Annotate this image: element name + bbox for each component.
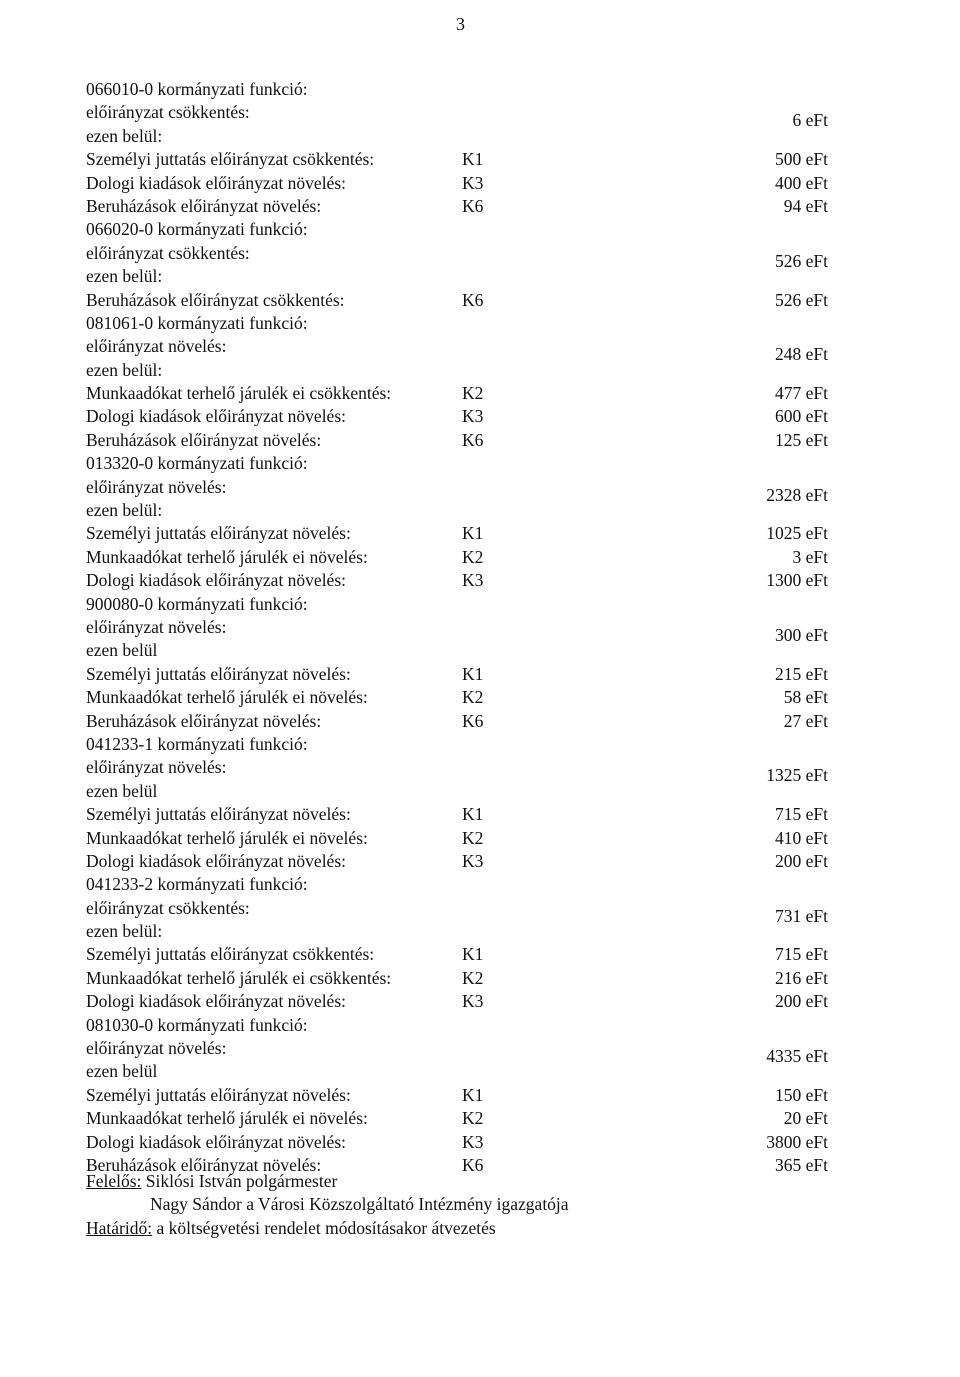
budget-row <box>86 452 828 475</box>
row-amount: 715 eFt <box>775 944 828 965</box>
row-amount: 125 eFt <box>775 429 828 450</box>
budget-row <box>86 686 828 709</box>
budget-row <box>86 242 828 271</box>
row-label: Dologi kiadások előirányzat növelés: <box>86 1131 346 1152</box>
row-code: K1 <box>462 523 484 544</box>
row-label: Személyi juttatás előirányzat növelés: <box>86 523 351 544</box>
row-label: Munkaadókat terhelő járulék ei növelés: <box>86 1108 368 1129</box>
row-code: K2 <box>462 687 484 708</box>
row-amount: 248 eFt <box>775 344 828 365</box>
row-code: K3 <box>462 570 484 591</box>
responsible-line <box>86 1170 786 1193</box>
row-amount: 6 eFt <box>792 110 828 131</box>
row-label: Beruházások előirányzat növelés: <box>86 710 322 731</box>
row-code: K2 <box>462 383 484 404</box>
row-label: Munkaadókat terhelő járulék ei csökkentés: <box>86 967 392 988</box>
budget-row <box>86 429 828 452</box>
row-amount: 2328 eFt <box>766 484 828 505</box>
budget-row <box>86 405 828 428</box>
row-amount: 150 eFt <box>775 1084 828 1105</box>
budget-row <box>86 990 828 1013</box>
budget-row <box>86 476 828 505</box>
row-amount: 94 eFt <box>783 195 828 216</box>
row-amount: 526 eFt <box>775 289 828 310</box>
budget-row <box>86 1060 828 1083</box>
budget-row <box>86 289 828 312</box>
budget-row <box>86 710 828 733</box>
page-number: 3 <box>456 14 465 34</box>
row-label: 066020-0 kormányzati funkció: <box>86 219 308 240</box>
budget-row <box>86 1037 828 1067</box>
budget-row <box>86 873 828 896</box>
budget-row <box>86 967 828 990</box>
row-label: 900080-0 kormányzati funkció: <box>86 593 308 614</box>
deadline-label: Határidő: <box>86 1217 153 1238</box>
row-amount: 500 eFt <box>775 149 828 170</box>
row-code: K3 <box>462 991 484 1012</box>
deadline-line <box>86 1217 786 1240</box>
row-code: K3 <box>462 406 484 427</box>
responsible-name: Siklósi István polgármester <box>141 1171 338 1191</box>
row-amount: 731 eFt <box>775 905 828 926</box>
row-code: K2 <box>462 546 484 567</box>
budget-row <box>86 756 828 786</box>
budget-rows <box>86 78 828 1177</box>
row-code: K6 <box>462 1154 484 1175</box>
row-code: K3 <box>462 1131 484 1152</box>
budget-row <box>86 803 828 826</box>
row-label: Dologi kiadások előirányzat növelés: <box>86 406 346 427</box>
budget-row <box>86 546 828 569</box>
row-amount: 410 eFt <box>775 827 828 848</box>
row-label: Beruházások előirányzat növelés: <box>86 195 322 216</box>
row-code: K2 <box>462 967 484 988</box>
row-code: K1 <box>462 1084 484 1105</box>
row-label: 081061-0 kormányzati funkció: <box>86 312 308 333</box>
responsible-label: Felelős: <box>86 1171 142 1191</box>
budget-row <box>86 148 828 171</box>
row-code: K1 <box>462 944 484 965</box>
row-label: Személyi juttatás előirányzat növelés: <box>86 804 351 825</box>
row-code: K1 <box>462 663 484 684</box>
budget-row <box>86 827 828 850</box>
row-label: Személyi juttatás előirányzat növelés: <box>86 663 351 684</box>
budget-row <box>86 218 828 241</box>
row-label: előirányzat csökkentés: <box>86 897 250 918</box>
row-amount: 600 eFt <box>775 406 828 427</box>
budget-row <box>86 569 828 592</box>
row-label: 081030-0 kormányzati funkció: <box>86 1014 308 1035</box>
row-label: ezen belül: <box>86 921 163 942</box>
budget-row <box>86 499 828 522</box>
row-label: előirányzat növelés: <box>86 476 227 497</box>
responsible-second-line: Nagy Sándor a Városi Közszolgáltató Intézmény igazgatója <box>150 1194 569 1215</box>
row-label: Munkaadókat terhelő járulék ei növelés: <box>86 546 368 567</box>
row-label: előirányzat növelés: <box>86 616 227 637</box>
budget-row <box>86 335 828 365</box>
budget-row <box>86 733 828 756</box>
budget-row <box>86 780 828 803</box>
row-label: Személyi juttatás előirányzat csökkentés: <box>86 944 375 965</box>
row-amount: 365 eFt <box>775 1154 828 1175</box>
row-amount: 3800 eFt <box>766 1131 828 1152</box>
row-code: K2 <box>462 1108 484 1129</box>
budget-row <box>86 382 828 405</box>
row-amount: 216 eFt <box>775 967 828 988</box>
budget-row <box>86 125 828 148</box>
budget-row <box>86 663 828 686</box>
budget-row <box>86 1107 828 1130</box>
row-label: Személyi juttatás előirányzat csökkentés: <box>86 149 375 170</box>
row-code: K3 <box>462 172 484 193</box>
row-label: ezen belül <box>86 640 158 661</box>
row-label: ezen belül: <box>86 266 163 287</box>
row-amount: 400 eFt <box>775 172 828 193</box>
row-amount: 4335 eFt <box>766 1046 828 1067</box>
row-label: 013320-0 kormányzati funkció: <box>86 453 308 474</box>
row-label: ezen belül: <box>86 125 163 146</box>
row-label: Dologi kiadások előirányzat növelés: <box>86 991 346 1012</box>
row-label: Beruházások előirányzat növelés: <box>86 429 322 450</box>
row-code: K2 <box>462 827 484 848</box>
budget-row <box>86 522 828 545</box>
budget-row <box>86 1014 828 1037</box>
row-label: Dologi kiadások előirányzat növelés: <box>86 172 346 193</box>
deadline-text: a költségvetési rendelet módosításakor átvezetés <box>152 1217 496 1238</box>
row-label: Munkaadókat terhelő járulék ei csökkentés: <box>86 383 392 404</box>
row-code: K6 <box>462 289 484 310</box>
row-label: ezen belül: <box>86 359 163 380</box>
budget-row <box>86 897 828 926</box>
row-label: Dologi kiadások előirányzat növelés: <box>86 570 346 591</box>
budget-row <box>86 101 828 131</box>
budget-row <box>86 78 828 101</box>
row-label: ezen belül: <box>86 500 163 521</box>
budget-row <box>86 265 828 288</box>
row-code: K6 <box>462 710 484 731</box>
budget-row <box>86 850 828 873</box>
row-label: 041233-1 kormányzati funkció: <box>86 733 308 754</box>
row-label: Munkaadókat terhelő járulék ei növelés: <box>86 687 368 708</box>
row-code: K1 <box>462 149 484 170</box>
row-label: előirányzat növelés: <box>86 1038 227 1059</box>
row-amount: 3 eFt <box>792 546 828 567</box>
budget-row <box>86 639 828 662</box>
row-amount: 1300 eFt <box>766 570 828 591</box>
row-amount: 200 eFt <box>775 850 828 871</box>
row-label: előirányzat növelés: <box>86 336 227 357</box>
row-amount: 27 eFt <box>783 710 828 731</box>
row-label: előirányzat növelés: <box>86 757 227 778</box>
row-label: Dologi kiadások előirányzat növelés: <box>86 850 346 871</box>
budget-row <box>86 920 828 943</box>
row-label: előirányzat csökkentés: <box>86 242 250 263</box>
row-label: ezen belül <box>86 780 158 801</box>
document-footer <box>86 1170 786 1240</box>
budget-row <box>86 616 828 645</box>
row-amount: 1025 eFt <box>766 523 828 544</box>
budget-row <box>86 593 828 616</box>
row-amount: 20 eFt <box>783 1108 828 1129</box>
budget-row <box>86 1084 828 1107</box>
row-amount: 200 eFt <box>775 991 828 1012</box>
row-amount: 715 eFt <box>775 804 828 825</box>
budget-row <box>86 172 828 195</box>
row-amount: 215 eFt <box>775 663 828 684</box>
budget-row <box>86 312 828 335</box>
budget-row <box>86 943 828 966</box>
row-label: Személyi juttatás előirányzat növelés: <box>86 1084 351 1105</box>
row-amount: 1325 eFt <box>766 765 828 786</box>
row-label: Beruházások előirányzat növelés: <box>86 1154 322 1175</box>
row-label: ezen belül <box>86 1061 158 1082</box>
row-label: 066010-0 kormányzati funkció: <box>86 79 308 99</box>
row-amount: 526 eFt <box>775 250 828 271</box>
budget-row <box>86 1131 828 1154</box>
row-label: Munkaadókat terhelő járulék ei növelés: <box>86 827 368 848</box>
row-label: előirányzat csökkentés: <box>86 102 250 123</box>
row-code: K6 <box>462 429 484 450</box>
row-amount: 300 eFt <box>775 624 828 645</box>
row-label: 041233-2 kormányzati funkció: <box>86 874 308 895</box>
row-label: Beruházások előirányzat csökkentés: <box>86 289 345 310</box>
budget-row <box>86 195 828 218</box>
budget-row <box>86 359 828 382</box>
row-code: K6 <box>462 195 484 216</box>
row-code: K3 <box>462 850 484 871</box>
row-amount: 477 eFt <box>775 383 828 404</box>
row-amount: 58 eFt <box>783 687 828 708</box>
row-code: K1 <box>462 804 484 825</box>
